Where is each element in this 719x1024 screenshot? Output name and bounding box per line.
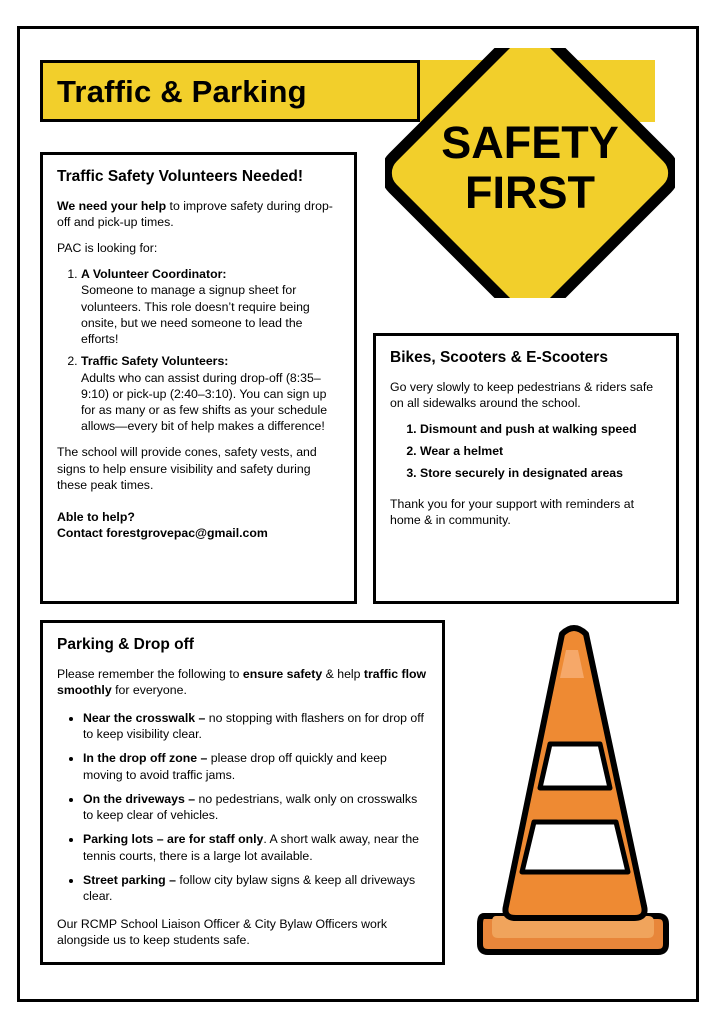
rule-detail: no stopping with flashers on for drop off to keep visibility clear.	[83, 711, 424, 742]
list-item: 2. Wear a helmet	[420, 443, 662, 459]
volunteers-intro-rest: to improve safety during drop-off and pick-up times.	[57, 198, 333, 229]
rule-label: Street parking –	[83, 872, 180, 887]
parking-intro-1: Please remember the following to	[57, 666, 243, 681]
parking-intro-3: for everyone.	[111, 682, 187, 697]
list-item	[83, 710, 428, 742]
role-detail: Someone to manage a signup sheet for volunteers. This role doesn’t require being onsite, but we need someone to lead the efforts!	[81, 283, 310, 347]
safety-line2: FIRST	[465, 167, 595, 218]
traffic-cone-icon	[466, 616, 681, 966]
parking-intro-bold-1: ensure safety	[242, 666, 323, 681]
safety-line1: SAFETY	[441, 117, 619, 168]
volunteers-section	[40, 152, 357, 604]
rule-label: On the driveways –	[83, 791, 199, 806]
volunteers-intro	[57, 198, 340, 230]
list-item	[81, 266, 340, 347]
volunteers-role-list	[57, 266, 340, 434]
volunteers-intro-bold: We need your help	[57, 198, 167, 213]
bikes-heading: Bikes, Scooters & E-Scooters	[390, 349, 608, 366]
page-title-box	[40, 60, 420, 122]
parking-intro	[57, 666, 428, 698]
parking-section	[40, 620, 445, 965]
volunteers-support: The school will provide cones, safety vests, and signs to help ensure visibility and safety during these peak times.	[57, 445, 317, 492]
bikes-thanks: Thank you for your support with reminders at home & in community.	[390, 496, 634, 527]
parking-intro-2: & help	[322, 666, 364, 681]
role-label: A Volunteer Coordinator:	[81, 267, 227, 282]
list-item	[83, 831, 428, 863]
list-item	[83, 791, 428, 823]
page-title: Traffic & Parking	[57, 73, 307, 109]
role-detail: Adults who can assist during drop-off (8:35–9:10) or pick-up (2:40–3:10). You can sign up for as many or as few shifts as your schedule allows—every bit of help makes a difference!	[81, 370, 328, 434]
parking-rule-list	[57, 710, 428, 904]
rule-detail: please drop off quickly and keep moving to avoid traffic jams.	[83, 751, 387, 782]
bikes-rule-list	[390, 421, 662, 482]
rule-label: Parking lots – are for staff only	[83, 832, 264, 847]
rule-detail: . A short walk away, near the tennis courts, there is a large lot available.	[83, 832, 420, 863]
list-item: 1. Dismount and push at walking speed	[420, 421, 662, 437]
rule-detail: no pedestrians, walk only on crosswalks to keep clear of vehicles.	[83, 791, 418, 823]
rule-label: Near the crosswalk –	[83, 711, 209, 726]
safety-first-sign	[385, 48, 675, 298]
role-label: Traffic Safety Volunteers:	[81, 354, 229, 369]
rule-label: In the drop off zone –	[83, 751, 211, 766]
list-item	[83, 872, 428, 904]
parking-heading: Parking & Drop off	[57, 636, 194, 653]
volunteers-heading: Traffic Safety Volunteers Needed!	[57, 168, 304, 185]
parking-intro-bold-2: traffic flow smoothly	[57, 666, 427, 697]
list-item: 3. Store securely in designated areas	[420, 465, 662, 481]
parking-footer: Our RCMP School Liaison Officer & City Bylaw Officers work alongside us to keep students safe.	[57, 917, 388, 948]
volunteers-looking-for: PAC is looking for:	[57, 241, 158, 256]
volunteers-cta-line1: Able to help?	[57, 510, 135, 525]
safety-first-diamond-icon	[385, 48, 675, 298]
volunteers-cta	[57, 509, 340, 541]
list-item	[83, 750, 428, 782]
bikes-section	[373, 333, 679, 604]
bikes-intro: Go very slowly to keep pedestrians & riders safe on all sidewalks around the school.	[390, 379, 654, 410]
list-item	[81, 353, 340, 434]
rule-detail: follow city bylaw signs & keep all driveways clear.	[83, 872, 416, 903]
volunteers-cta-line2: Contact forestgrovepac@gmail.com	[57, 526, 268, 541]
traffic-cone-illustration	[466, 616, 681, 966]
